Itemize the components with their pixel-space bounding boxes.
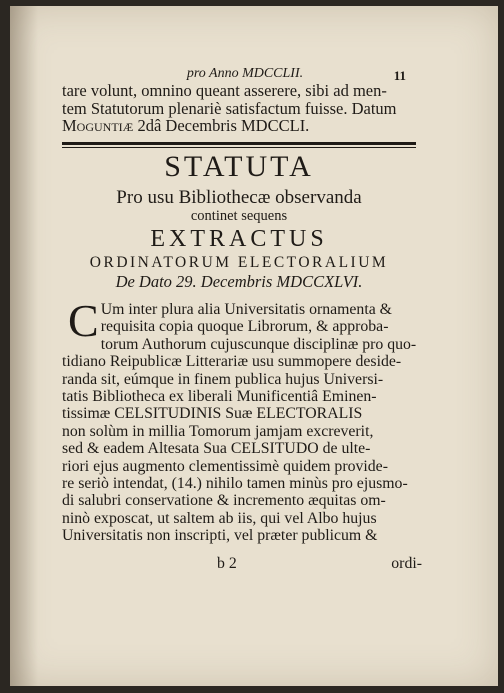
body-line: requisita copia quoque Librorum, & approba- xyxy=(100,318,389,336)
body-line: randa sit, eúmque in finem publica hujus Universi- xyxy=(62,370,384,388)
gutter-shadow xyxy=(10,6,38,686)
drop-cap: C xyxy=(68,295,99,346)
body-line: re seriò intendat, (14.) nihilo tamen minùs pro ejusmo- xyxy=(62,475,408,493)
intro-line xyxy=(62,117,416,135)
body-line: ninò exposcat, ut saltem ab iis, qui vel Albo hujus xyxy=(62,509,377,527)
place-name: Moguntiæ xyxy=(62,116,134,135)
page-number: 11 xyxy=(393,68,406,83)
body-line: Um inter plura alia Universitatis ornamenta & xyxy=(100,301,392,318)
intro-paragraph xyxy=(62,82,416,135)
catchword: ordi- xyxy=(391,555,422,572)
intro-date: 2dâ Decembris MDCCLI. xyxy=(137,116,310,135)
title-date: De Dato 29. Decembris MDCCXLVI. xyxy=(115,272,363,291)
intro-line: tare volunt, omnino queant asserere, sibi ad men- xyxy=(62,81,387,100)
subtitle-pro-usu: Pro usu Bibliothecæ observanda xyxy=(116,187,362,208)
intro-line: tem Statutorum plenariè satisfactum fuisse. Datum xyxy=(62,98,397,118)
body-line: di salubri conservatione & incremento æquitas om- xyxy=(62,492,386,510)
book-page xyxy=(10,6,498,686)
subtitle-continet: continet sequens xyxy=(190,208,288,224)
title-ordinatorum: ORDINATORUM ELECTORALIUM xyxy=(89,254,389,271)
thin-rule xyxy=(62,147,416,148)
body-paragraph xyxy=(62,295,424,545)
body-line: torum Authorum cujuscunque disciplinæ pro quo- xyxy=(100,335,417,353)
title-statuta: STATUTA xyxy=(164,150,314,183)
thick-rule xyxy=(62,142,416,145)
body-line: riori ejus augmento clementissimè quidem provide- xyxy=(62,457,388,475)
body-line: tidiano Reipublicæ Litterariæ usu summopere deside- xyxy=(62,353,402,371)
body-line: tatis Bibliotheca ex liberali Munificentiâ Eminen- xyxy=(62,388,377,406)
body-line: sed & eadem Altesata Sua CELSITUDO de ulte- xyxy=(62,440,371,458)
body-line: Universitatis non inscripti, vel præter publicum & xyxy=(62,527,378,545)
body-line: tissimæ CELSITUDINIS Suæ ELECTORALIS xyxy=(62,405,363,423)
signature-mark: b 2 xyxy=(217,555,237,572)
body-line: non solùm in millia Tomorum jamjam excreverit, xyxy=(62,422,374,440)
running-head: pro Anno MDCCLII. xyxy=(186,66,304,81)
title-extractus: EXTRACTUS xyxy=(150,226,328,252)
